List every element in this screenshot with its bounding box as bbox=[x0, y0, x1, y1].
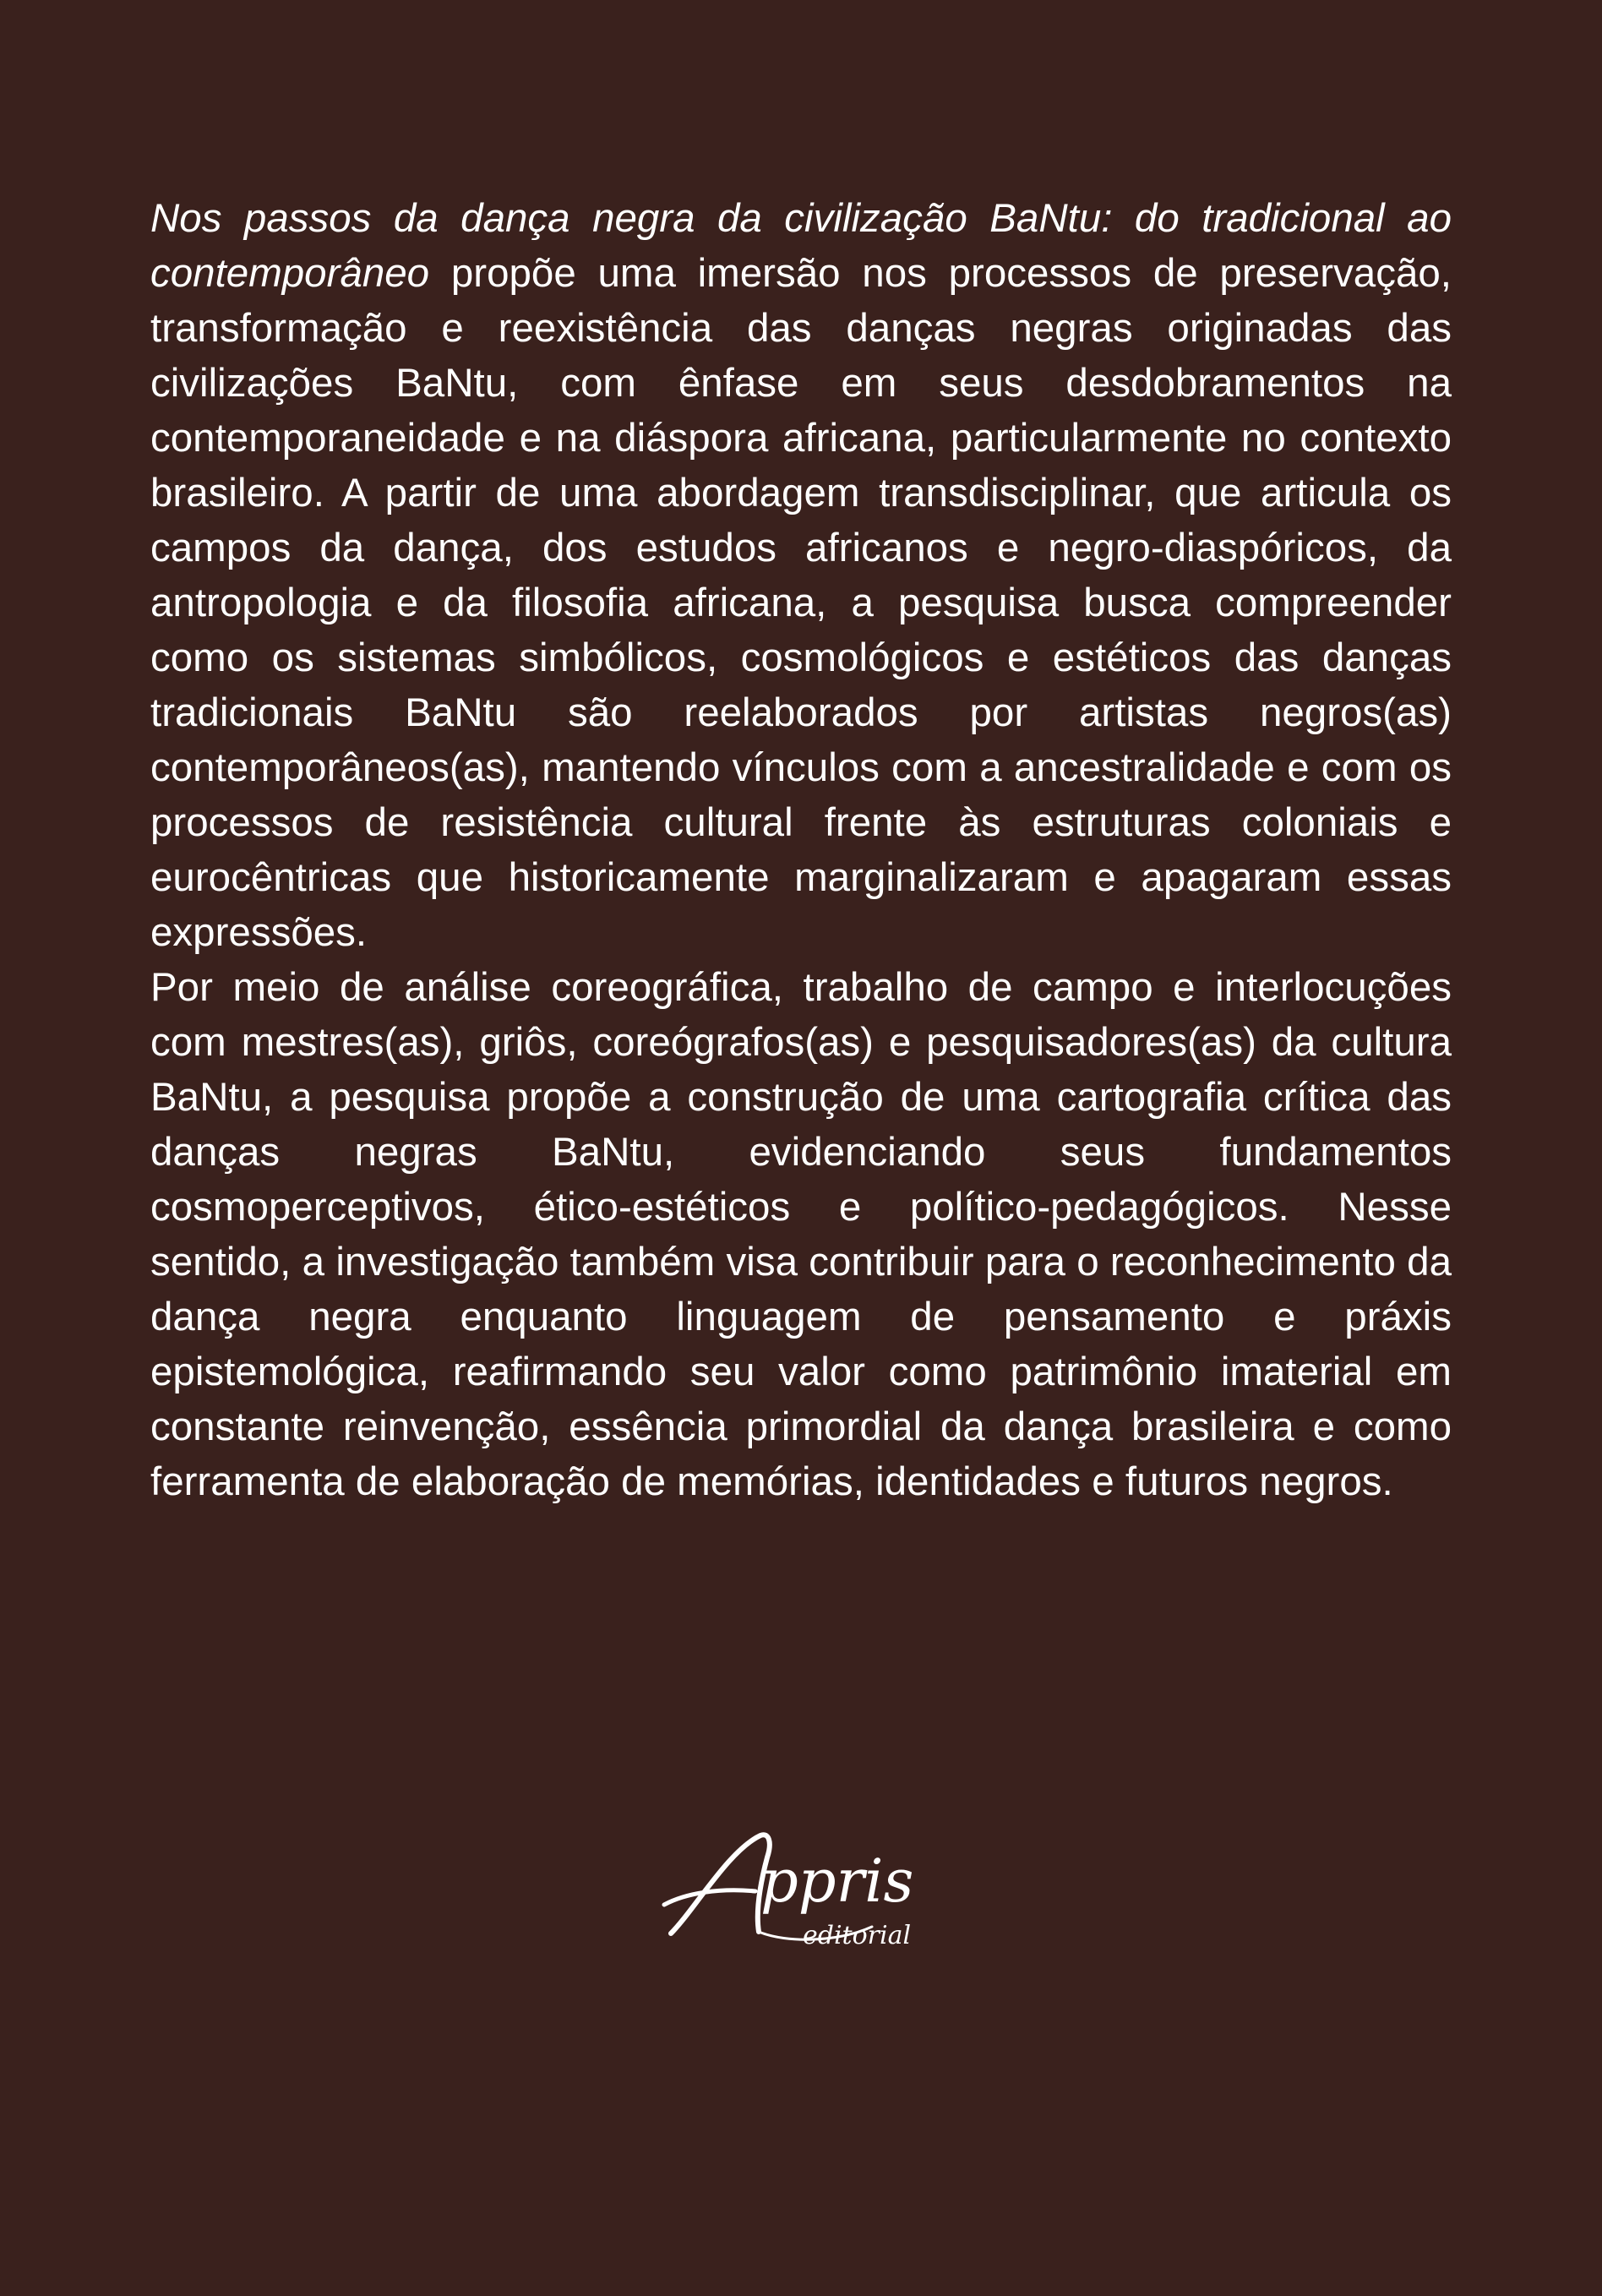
back-cover-synopsis bbox=[150, 191, 1452, 1509]
synopsis-paragraph-1 bbox=[150, 191, 1452, 960]
appris-logo-icon bbox=[661, 1817, 948, 1952]
appris-logo-subtitle: editorial bbox=[803, 1921, 912, 1950]
appris-editorial-logo bbox=[661, 1817, 948, 1952]
synopsis-paragraph-2: Por meio de análise coreográfica, trabalho de campo e interlocuções com mestres(as), griôs, coreógrafos(as) e pesquisadores(as) da cultura BaNtu, a pesquisa propõe a construção de uma cartografia crítica das danças negras BaNtu, evidenciando seus fundamentos cosmoperceptivos, ético-estéticos e político-pedagógicos. Nesse sentido, a investigação também visa contribuir para o reconhecimento da dança negra enquanto linguagem de pensamento e práxis epistemológica, reafirmando seu valor como patrimônio imaterial em constante reinvenção, essência primordial da dança brasileira e como ferramenta de elaboração de memórias, identidades e futuros negros. bbox=[150, 965, 1452, 1504]
book-title: Nos passos da dança negra da civilização BaNtu: do tradicional ao contemporâneo bbox=[150, 196, 1452, 296]
appris-logo-wordmark: ppris bbox=[760, 1846, 914, 1916]
synopsis-paragraph-1-text: propõe uma imersão nos processos de preservação, transformação e reexistência das danças negras originadas das civilizações BaNtu, com ênfase em seus desdobramentos na contemporaneidade e na diáspora africana, particularmente no contexto brasileiro. A partir de uma abordagem transdisciplinar, que articula os campos da dança, dos estudos africanos e negro-diaspóricos, da antropologia e da filosofia africana, a pesquisa busca compreender como os sistemas simbólicos, cosmológicos e estéticos das danças tradicionais BaNtu são reelaborados por artistas negros(as) contemporâneos(as), mantendo vínculos com a ancestralidade e com os processos de resistência cultural frente às estruturas coloniais e eurocêntricas que historicamente marginalizaram e apagaram essas expressões. bbox=[150, 251, 1452, 955]
